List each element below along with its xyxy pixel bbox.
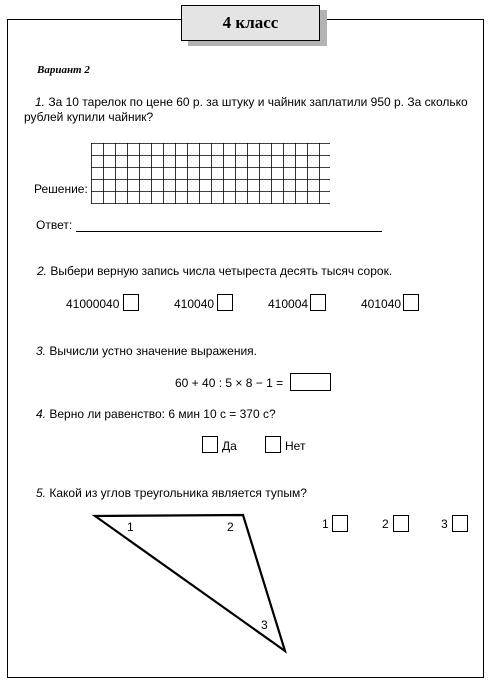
task2-text: Выбери верную запись числа четыреста десять тысяч сорок. xyxy=(50,264,393,278)
answer-label: Ответ: xyxy=(36,218,73,232)
task2-option-1-label: 41000040 xyxy=(66,297,120,311)
angle-label-3: 3 xyxy=(261,618,268,632)
task5-option-2-checkbox[interactable] xyxy=(393,515,409,532)
task2-option-3-label: 410004 xyxy=(268,297,309,311)
task2-number: 2. xyxy=(37,264,48,278)
task4-number: 4. xyxy=(36,407,47,421)
task2-option-2-label: 410040 xyxy=(174,297,215,311)
task1-text-line1: За 10 тарелок по цене 60 р. за штуку и чайник заплатили 950 р. За сколько xyxy=(48,95,468,109)
task5-number: 5. xyxy=(36,486,47,500)
task5-option-3-label: 3 xyxy=(441,517,448,531)
task4-yes-label: Да xyxy=(222,439,237,453)
variant-label: Вариант 2 xyxy=(37,64,90,76)
task5-option-3-checkbox[interactable] xyxy=(452,515,468,532)
angle-label-1: 1 xyxy=(127,520,134,534)
task3-number: 3. xyxy=(36,344,47,358)
solution-label: Решение: xyxy=(34,182,88,196)
task3-expression: 60 + 40 : 5 × 8 − 1 = xyxy=(175,376,284,390)
task5-option-1-label: 1 xyxy=(322,517,329,531)
angle-label-2: 2 xyxy=(227,520,234,534)
task1-text-line2: рублей купили чайник? xyxy=(24,110,154,124)
triangle-shape xyxy=(95,515,285,651)
task5-option-1-checkbox[interactable] xyxy=(332,515,348,532)
task5-option-2-label: 2 xyxy=(382,517,389,531)
task3-text: Вычисли устно значение выражения. xyxy=(49,344,257,358)
task5-text: Какой из углов треугольника является тупым? xyxy=(49,486,307,500)
page-title-text: 4 класс xyxy=(222,13,279,32)
task1-number: 1. xyxy=(35,95,46,109)
task2-option-4-label: 401040 xyxy=(361,297,402,311)
task4-no-label: Нет xyxy=(285,439,306,453)
task4-text: Верно ли равенство: 6 мин 10 с = 370 с? xyxy=(49,407,276,421)
